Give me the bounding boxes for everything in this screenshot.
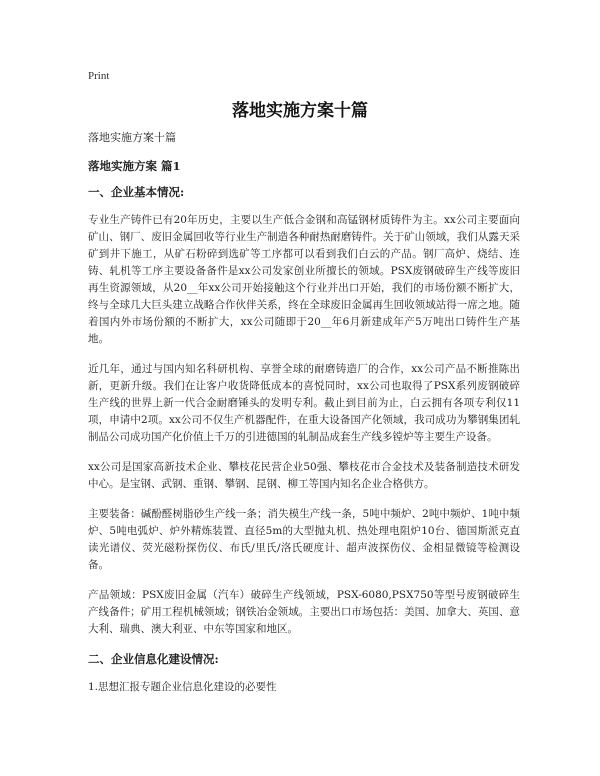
print-link[interactable]: Print bbox=[88, 70, 110, 82]
paragraph-products: 产品领域：PSX废旧金属（汽车）破碎生产线领域，PSX-6080,PSX750等型号废钢破碎生产线备件；矿用工程机械领域；钢铁冶金领域。主要出口市场包括：美国、加拿大、英国、意大利、瑞典、澳大利亚、中东等国家和地区。 bbox=[88, 589, 520, 635]
paragraph-history: 专业生产铸件已有20年历史，主要以生产低合金钢和高锰钢材质铸件为主。xx公司主要面向矿山、钢厂、废旧金属回收等行业生产制造各种耐热耐磨铸件。关于矿山领域，我们从露天采矿到井下施工，从矿石粉碎到选矿等工序都可以看到我们白云的产品。钢厂高炉、烧结、连铸、轧机等工序主要设备备件是xx公司发家创业所擅长的领域。PSX废钢破碎生产线等废旧再生资源领域，从20__年xx公司开始接触这个行业并出口开始，我们的市场份额不断扩大，终与全球几大巨头建立战略合作伙伴关系，终在全球废旧金属再生回收领域站得一席之地。随着国内外市场份额的不断扩大，xx公司随即于20__年6月新建成年产5万吨出口铸件生产基地。 bbox=[88, 214, 520, 345]
paragraph-equipment: 主要装备：碱酚醛树脂砂生产线一条；消失模生产线一条，5吨中频炉、2吨中频炉、1吨中频炉、5吨电弧炉、炉外精炼装置、直径5m的大型抛丸机、热处理电阻炉10台、德国斯派克直读光谱仪、荧光磁粉探伤仪、布氏/里氏/洛氏硬度计、超声波探伤仪、金相显微镜等检测设备。 bbox=[88, 508, 520, 571]
section-heading-basic-info: 一、企业基本情况: bbox=[88, 185, 185, 199]
paragraph-patents: 近几年，通过与国内知名科研机构、享誉全球的耐磨铸造厂的合作，xx公司产品不断推陈出新，更新升级。我们在让客户收货降低成本的喜悦同时，xx公司也取得了PSX系列废钢破碎生产线的世界上新一代合金耐磨锤头的发明专利。截止到目前为止，白云拥有各项专利仅11项，申请中2项。xx公司不仅生产机器配件，在重大设备国产化领域，我司成功为攀钢集团轧制品公司成功国产化价值上千万的引进德国的轧制品成套生产线多镗炉等主要生产设备。 bbox=[88, 363, 520, 443]
part-heading: 落地实施方案 篇1 bbox=[88, 159, 181, 173]
paragraph-it-necessity: 1.思想汇报专题企业信息化建设的必要性 bbox=[88, 681, 277, 693]
document-title: 落地实施方案十篇 bbox=[232, 101, 368, 121]
document-body bbox=[88, 130, 520, 709]
section-heading-it-construction: 二、企业信息化建设情况: bbox=[88, 652, 219, 666]
paragraph-qualifications: xx公司是国家高新技术企业、攀枝花民营企业50强、攀枝花市合金技术及装备制造技术研发中心。是宝钢、武钢、重钢、攀钢、昆钢、柳工等国内知名企业合格供方。 bbox=[88, 461, 520, 490]
document-subtitle: 落地实施方案十篇 bbox=[88, 131, 176, 144]
